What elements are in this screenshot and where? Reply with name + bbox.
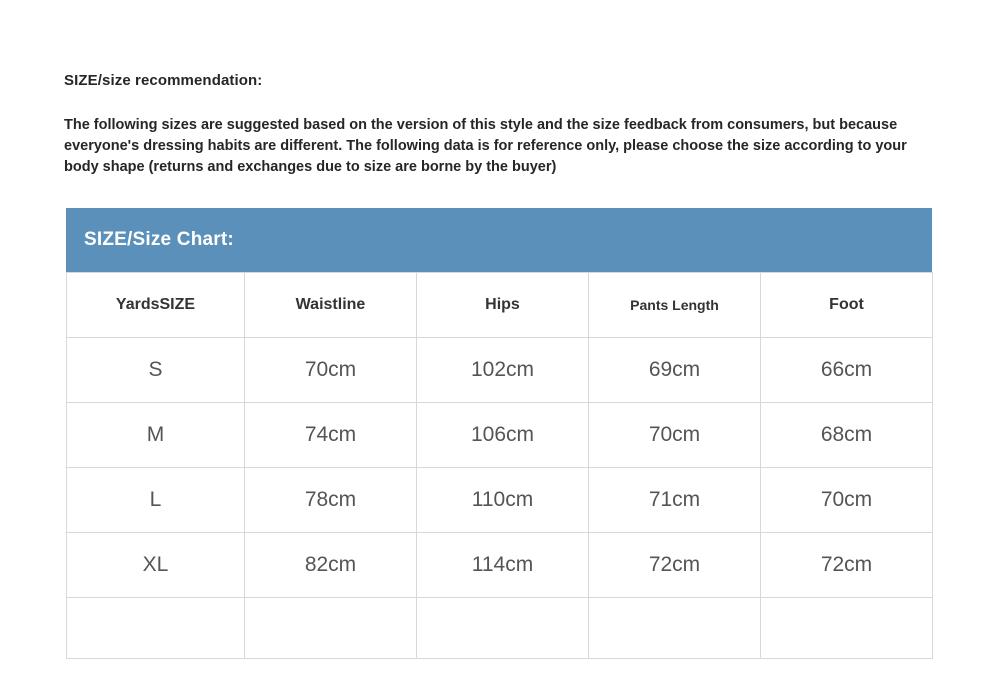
column-header-waistline: Waistline [245,273,417,338]
cell-pants-length: 72cm [589,533,761,598]
cell-foot: 68cm [761,403,933,468]
size-chart-header-label: SIZE/Size Chart: [84,229,234,250]
cell-waistline: 82cm [245,533,417,598]
cell-empty [245,598,417,659]
cell-hips: 106cm [417,403,589,468]
cell-empty [761,598,933,659]
cell-empty [589,598,761,659]
table-row [67,403,933,468]
intro-body: The following sizes are suggested based on the version of this style and the size feedback from consumers, but because everyone's dressing habits are different. The following data is for reference only, please choose the size according to your body shape (returns and exchanges due to size are borne by the buyer) [64,117,907,176]
cell-empty [417,598,589,659]
cell-foot: 72cm [761,533,933,598]
column-header-foot: Foot [761,273,933,338]
cell-size: M [67,403,245,468]
table-row-empty [67,598,933,659]
intro-block [64,72,944,178]
cell-hips: 110cm [417,468,589,533]
table-row [67,468,933,533]
cell-empty [67,598,245,659]
cell-size: L [67,468,245,533]
table-row [67,533,933,598]
table-header-row [67,273,933,338]
size-chart-header [66,208,932,272]
cell-waistline: 74cm [245,403,417,468]
column-header-hips: Hips [417,273,589,338]
cell-foot: 70cm [761,468,933,533]
table-row [67,338,933,403]
cell-pants-length: 70cm [589,403,761,468]
intro-title: SIZE/size recommendation: [64,72,263,89]
cell-size: S [67,338,245,403]
cell-foot: 66cm [761,338,933,403]
cell-waistline: 70cm [245,338,417,403]
cell-waistline: 78cm [245,468,417,533]
cell-pants-length: 69cm [589,338,761,403]
cell-pants-length: 71cm [589,468,761,533]
size-chart-table-wrapper [66,208,932,659]
size-chart-table [66,272,933,659]
column-header-size: YardsSIZE [67,273,245,338]
cell-hips: 114cm [417,533,589,598]
column-header-pants-length: Pants Length [589,273,761,338]
cell-hips: 102cm [417,338,589,403]
cell-size: XL [67,533,245,598]
